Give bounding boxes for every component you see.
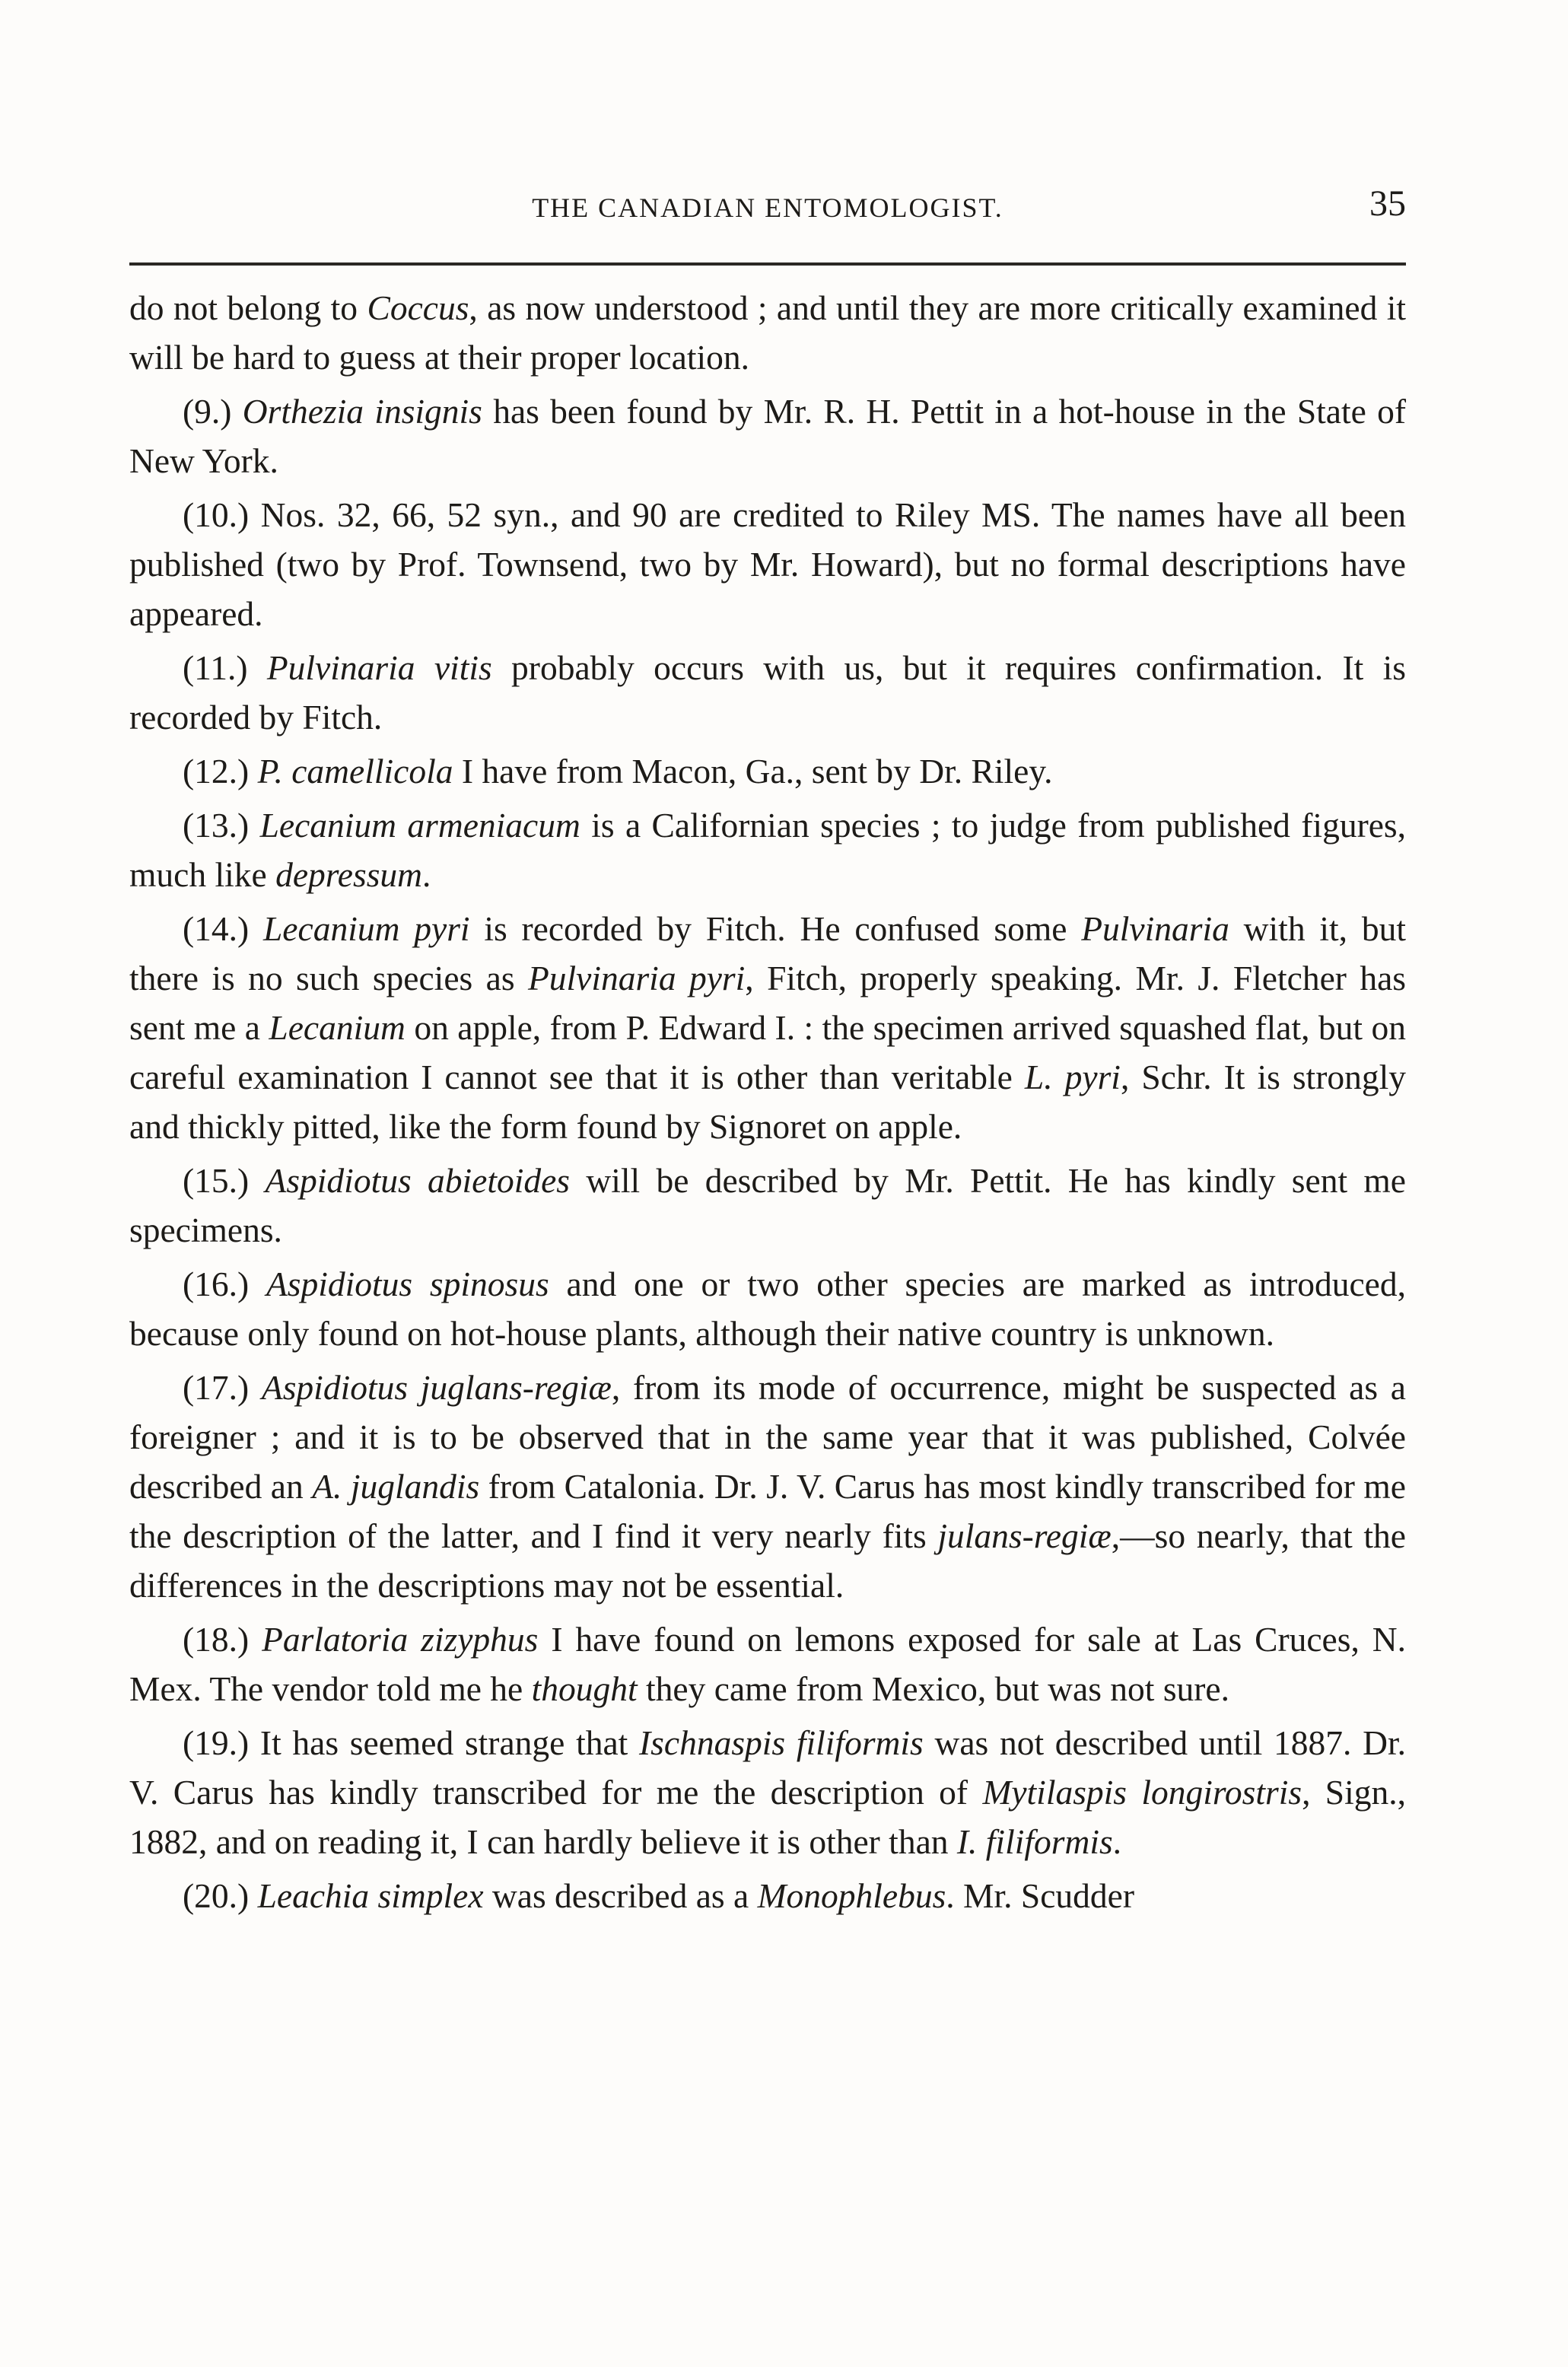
note-number: (11.): [183, 648, 248, 687]
paragraph: [129, 490, 1406, 638]
note-number: (16.): [183, 1265, 250, 1303]
text-run: and one or two other species are marked as introduced, because only found on hot-house plants, although their native country is unknown.: [129, 1265, 1406, 1353]
species-name: Pulvinaria pyri: [527, 959, 746, 997]
running-header: [129, 181, 1406, 234]
species-name: Lecanium armeniacum: [259, 806, 580, 845]
species-name: thought: [531, 1669, 638, 1708]
paragraph: [129, 1363, 1406, 1610]
text-run: ,—so nearly, that the differences in the descriptions may not be essential.: [129, 1516, 1406, 1605]
paragraph: [129, 1871, 1406, 1920]
paragraph: [129, 1615, 1406, 1713]
text-run: , Sign., 1882, and on reading it, I can hardly believe it is other than: [129, 1773, 1407, 1861]
text-run: they came from Mexico, but was not sure.: [637, 1669, 1229, 1708]
text-run: [249, 806, 259, 845]
text-run: .: [1112, 1822, 1122, 1861]
note-number: (20.): [183, 1876, 250, 1915]
paragraph: [129, 1156, 1406, 1255]
text-run: on apple, from P. Edward I. : the specimen arrived squashed flat, but on careful examination I cannot see that it is other than veritable: [129, 1008, 1406, 1096]
paragraph: [129, 283, 1406, 382]
note-number: (13.): [183, 806, 250, 845]
species-name: Ischnaspis filiformis: [639, 1723, 924, 1762]
text-run: has been found by Mr. R. H. Pettit in a hot-house in the State of New York.: [129, 392, 1407, 480]
species-name: A. juglandis: [312, 1467, 480, 1506]
species-name: P. camellicola: [257, 752, 453, 791]
body-text: [129, 283, 1406, 1925]
text-run: , from its mode of occurrence, might be suspected as a foreigner ; and it is to be observed that in the same year that it was published, Colvée described an: [129, 1368, 1407, 1506]
header-rule: [129, 262, 1406, 266]
species-name: depressum: [275, 855, 423, 894]
text-run: [249, 1876, 257, 1915]
text-run: is a Californian species ; to judge from published figures, much like: [129, 806, 1407, 894]
species-name: Pulvinaria vitis: [266, 648, 492, 687]
species-name: Orthezia insignis: [242, 392, 482, 431]
paragraph: [129, 800, 1406, 899]
species-name: Mytilaspis longirostris: [982, 1773, 1302, 1812]
text-run: It has seemed strange that: [249, 1723, 640, 1762]
text-run: Nos. 32, 66, 52 syn., and 90 are credited to Riley MS. The names have all been published (two by Prof. Townsend, two by Mr. Howard), but no formal descriptions have appeared.: [129, 495, 1406, 633]
text-run: [249, 1265, 266, 1303]
text-run: .: [422, 855, 431, 894]
species-name: Leachia simplex: [257, 1876, 484, 1915]
text-run: probably occurs with us, but it requires confirmation. It is recorded by Fitch.: [129, 648, 1407, 737]
text-run: with it, but there is no such species as: [129, 909, 1406, 997]
text-run: do not belong to: [129, 288, 367, 327]
note-number: (14.): [183, 909, 250, 948]
note-number: (10.): [183, 495, 250, 534]
species-name: julans-regiæ: [937, 1516, 1112, 1555]
note-number: (15.): [183, 1161, 250, 1200]
text-run: from Catalonia. Dr. J. V. Carus has most kindly transcribed for me the description of the latter, and I find it very nearly fits: [129, 1467, 1406, 1555]
species-name: I. filiformis: [956, 1822, 1113, 1861]
page-number: 35: [1369, 183, 1406, 224]
text-run: was not described until 1887. Dr. V. Carus has kindly transcribed for me the description of: [129, 1723, 1406, 1812]
text-run: [231, 392, 242, 431]
species-name: Aspidiotus spinosus: [266, 1265, 549, 1303]
species-name: Lecanium: [269, 1008, 406, 1047]
paragraph: [129, 1259, 1406, 1358]
journal-title: THE CANADIAN ENTOMOLOGIST.: [532, 192, 1003, 223]
note-number: (18.): [183, 1620, 250, 1659]
note-number: (12.): [183, 752, 250, 791]
text-run: I have from Macon, Ga., sent by Dr. Riley.: [453, 752, 1053, 791]
text-run: [249, 1161, 265, 1200]
text-run: I have found on lemons exposed for sale at Las Cruces, N. Mex. The vendor told me he: [129, 1620, 1406, 1708]
species-name: Monophlebus: [757, 1876, 946, 1915]
paragraph: [129, 387, 1406, 485]
species-name: Aspidiotus abietoides: [265, 1161, 571, 1200]
paragraph: [129, 643, 1406, 742]
text-run: [249, 909, 263, 948]
species-name: Aspidiotus juglans-regiæ: [261, 1368, 612, 1407]
text-run: . Mr. Scudder: [946, 1876, 1134, 1915]
paragraph: [129, 904, 1406, 1151]
species-name: L. pyri: [1024, 1058, 1121, 1096]
paragraph: [129, 746, 1406, 796]
text-run: will be described by Mr. Pettit. He has kindly sent me specimens.: [129, 1161, 1406, 1249]
note-number: (17.): [183, 1368, 250, 1407]
text-run: [249, 752, 257, 791]
species-name: Coccus: [367, 288, 469, 327]
text-run: , Fitch, properly speaking. Mr. J. Fletcher has sent me a: [129, 959, 1406, 1047]
paragraph: [129, 1718, 1406, 1866]
species-name: Pulvinaria: [1081, 909, 1229, 948]
text-run: was described as a: [483, 1876, 758, 1915]
note-number: (19.): [183, 1723, 250, 1762]
species-name: Lecanium pyri: [263, 909, 470, 948]
note-number: (9.): [183, 392, 232, 431]
text-run: [249, 1368, 262, 1407]
text-run: is recorded by Fitch. He confused some: [469, 909, 1082, 948]
text-run: , Schr. It is strongly and thickly pitted, like the form found by Signoret on apple.: [129, 1058, 1406, 1146]
text-run: [248, 648, 267, 687]
text-run: [249, 1620, 262, 1659]
species-name: Parlatoria zizyphus: [262, 1620, 539, 1659]
text-run: , as now understood ; and until they are more critically examined it will be hard to guess at their proper location.: [129, 288, 1406, 377]
